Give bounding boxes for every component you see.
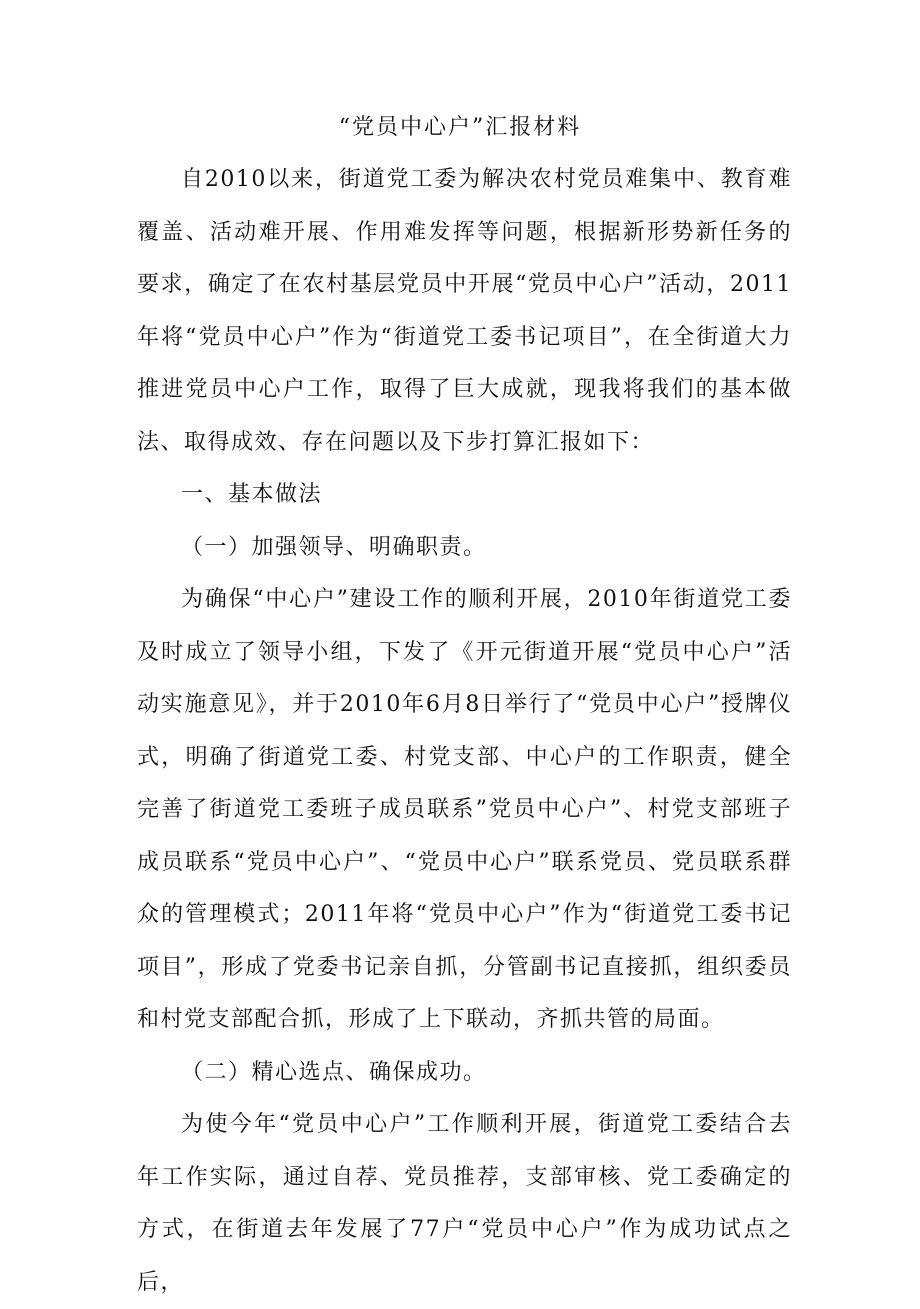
section-heading-basic-practices: 一、基本做法	[181, 482, 323, 507]
intro-paragraph: 自2010以来，街道党工委为解决农村党员难集中、教育难覆盖、活动难开展、作用难发挥等问题，根据新形势新任务的要求，确定了在农村基层党员中开展“党员中心户”活动，2011年将“党员中心户”作为“街道党工委书记项目”，在全街道大力推进党员中心户工作，取得了巨大成就，现我将我们的基本做法、取得成效、存在问题以及下步打算汇报如下：	[137, 167, 792, 455]
document-title: “党员中心户”汇报材料	[338, 115, 582, 140]
subsection-heading-leadership: （一）加强领导、明确职责。	[181, 534, 487, 560]
site-selection-paragraph: 为使今年“党员中心户”工作顺利开展，街道党工委结合去年工作实际，通过自荐、党员推荐，支部审核、党工委确定的方式，在街道去年发展了77户“党员中心户”作为成功试点之后，	[137, 1112, 792, 1295]
document-body	[137, 154, 792, 1309]
subsection-heading-site-selection: （二）精心选点、确保成功。	[181, 1059, 487, 1085]
leadership-paragraph: 为确保“中心户”建设工作的顺利开展，2010年街道党工委及时成立了领导小组，下发了《开元街道开展“党员中心户”活动实施意见》，并于2010年6月8日举行了“党员中心户”授牌仪式，明确了街道党工委、村党支部、中心户的工作职责，健全完善了街道党工委班子成员联系”党员中心户”、村党支部班子成员联系“党员中心户”、“党员中心户”联系党员、党员联系群众的管理模式；2011年将“党员中心户”作为“街道党工委书记项目”，形成了党委书记亲自抓，分管副书记直接抓，组织委员和村党支部配合抓，形成了上下联动，齐抓共管的局面。	[137, 587, 792, 1032]
